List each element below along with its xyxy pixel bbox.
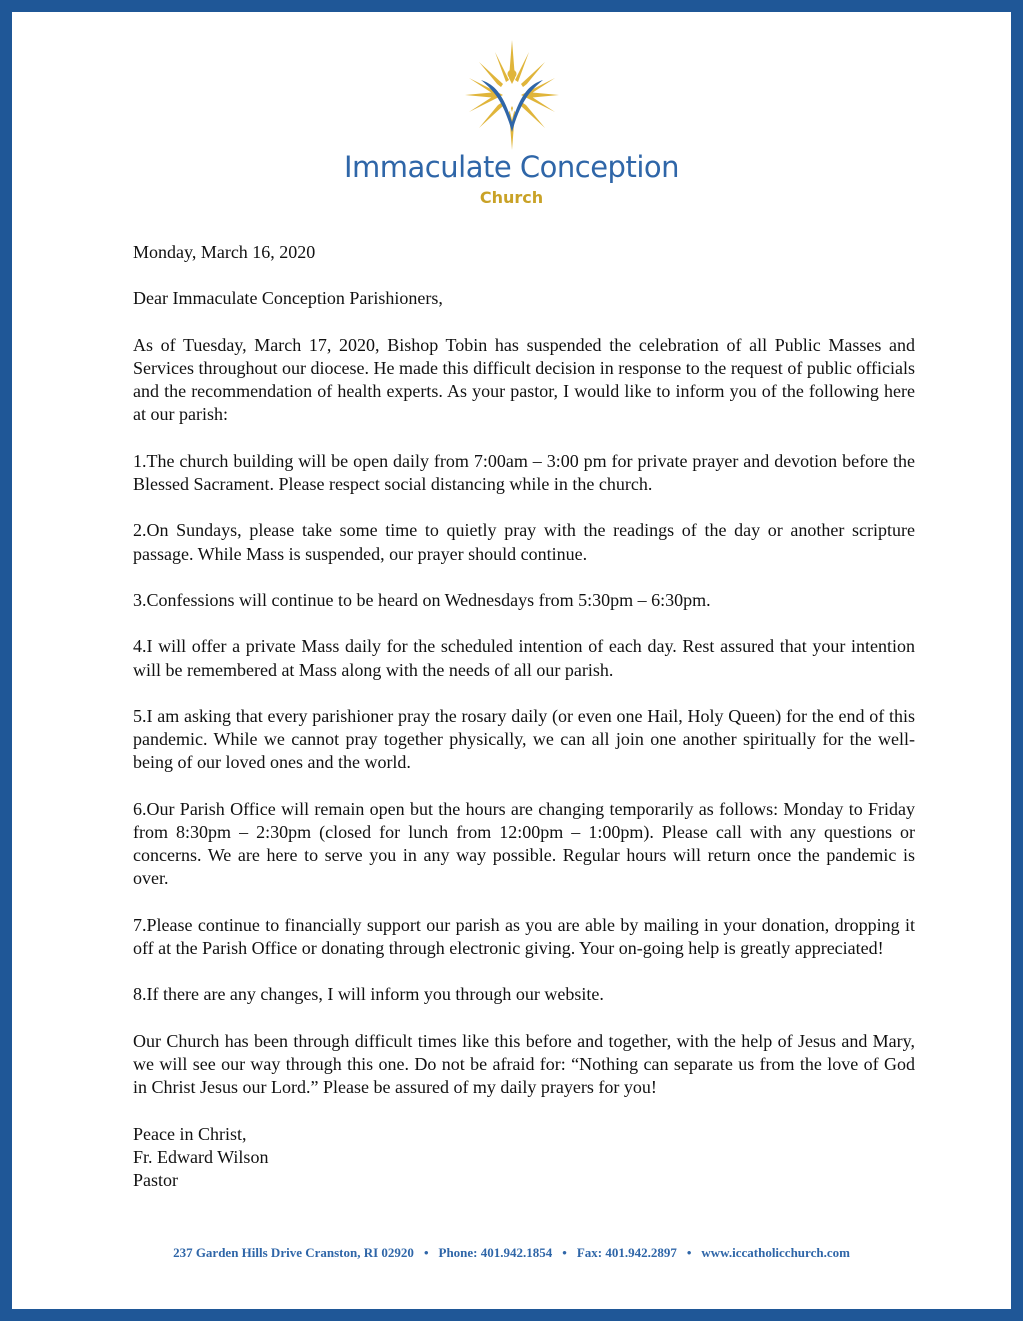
letter-paragraph-intro: As of Tuesday, March 17, 2020, Bishop Tobin has suspended the celebration of all Public Masses and Services throughout our diocese. He made this difficult decision in response to the request of public officials and the recommendation of health experts. As your pastor, I would like to inform you of the following here at our parish: — [133, 334, 915, 425]
letter-paragraph-item-7: 7.Please continue to financially support our parish as you are able by mailing in your donation, dropping it off at the Parish Office or donating through electronic giving. Your on-going help is greatly appreciated! — [133, 914, 915, 958]
letter-paragraph-conclusion: Our Church has been through difficult times like this before and together, with the help of Jesus and Mary, we will see our way through this one. Do not be afraid for: “Nothing can separate us from the love of God in Christ Jesus our Lord.” Please be assured of my daily prayers for you! — [133, 1030, 915, 1098]
signer-title: Pastor — [133, 1169, 178, 1190]
star-cross-icon — [457, 40, 567, 150]
footer-website: www.iccatholicchurch.com — [701, 1245, 850, 1260]
footer-separator: • — [562, 1245, 567, 1260]
letter-salutation: Dear Immaculate Conception Parishioners, — [133, 288, 443, 309]
letter-closing: Peace in Christ, — [133, 1123, 247, 1144]
footer-address: 237 Garden Hills Drive Cranston, RI 02920 — [173, 1245, 414, 1260]
letter-paragraph-item-8: 8.If there are any changes, I will inform you through our website. — [133, 984, 604, 1005]
letter-paragraph-item-4: 4.I will offer a private Mass daily for the scheduled intention of each day. Rest assured that your intention will be remembered at Mass along with the needs of all our parish. — [133, 636, 915, 680]
footer-separator: • — [686, 1245, 692, 1260]
signer-name: Fr. Edward Wilson — [133, 1146, 269, 1167]
letter-paragraph-item-3: 3.Confessions will continue to be heard on Wednesdays from 5:30pm – 6:30pm. — [133, 589, 711, 610]
letter-date: Monday, March 16, 2020 — [133, 242, 316, 262]
letter-paragraph-item-2: 2.On Sundays, please take some time to quietly pray with the readings of the day or another scripture passage. While Mass is suspended, our prayer should continue. — [133, 520, 915, 564]
church-name-logo-text: Immaculate Conception — [343, 150, 680, 184]
letter-signature-block — [133, 1123, 915, 1193]
footer-phone: Phone: 401.942.1854 — [438, 1245, 553, 1260]
letter-paragraph-item-6: 6.Our Parish Office will remain open but the hours are changing temporarily as follows: Monday to Friday from 8:30pm – 2:30pm (closed for lunch from 12:00pm – 1:00pm). Please call with any questions or concerns. We are here to serve you in any way possible. Regular hours will return once the pandemic is over. — [133, 798, 915, 889]
letter-paragraph-item-5: 5.I am asking that every parishioner pray the rosary daily (or even one Hail, Holy Queen) for the end of this pandemic. While we cannot pray together physically, we can all join one another spiritually for the well-being of our loved ones and the world. — [133, 705, 915, 773]
letterhead-footer — [12, 1245, 1011, 1261]
church-logo — [12, 40, 1011, 150]
church-subtitle-logo-text: Church — [479, 188, 544, 207]
letter-body — [133, 241, 915, 1192]
footer-fax: Fax: 401.942.2897 — [576, 1245, 677, 1260]
footer-separator: • — [423, 1245, 429, 1260]
letter-paragraph-item-1: 1.The church building will be open daily from 7:00am – 3:00 pm for private prayer and devotion before the Blessed Sacrament. Please respect social distancing while in the church. — [133, 450, 915, 494]
